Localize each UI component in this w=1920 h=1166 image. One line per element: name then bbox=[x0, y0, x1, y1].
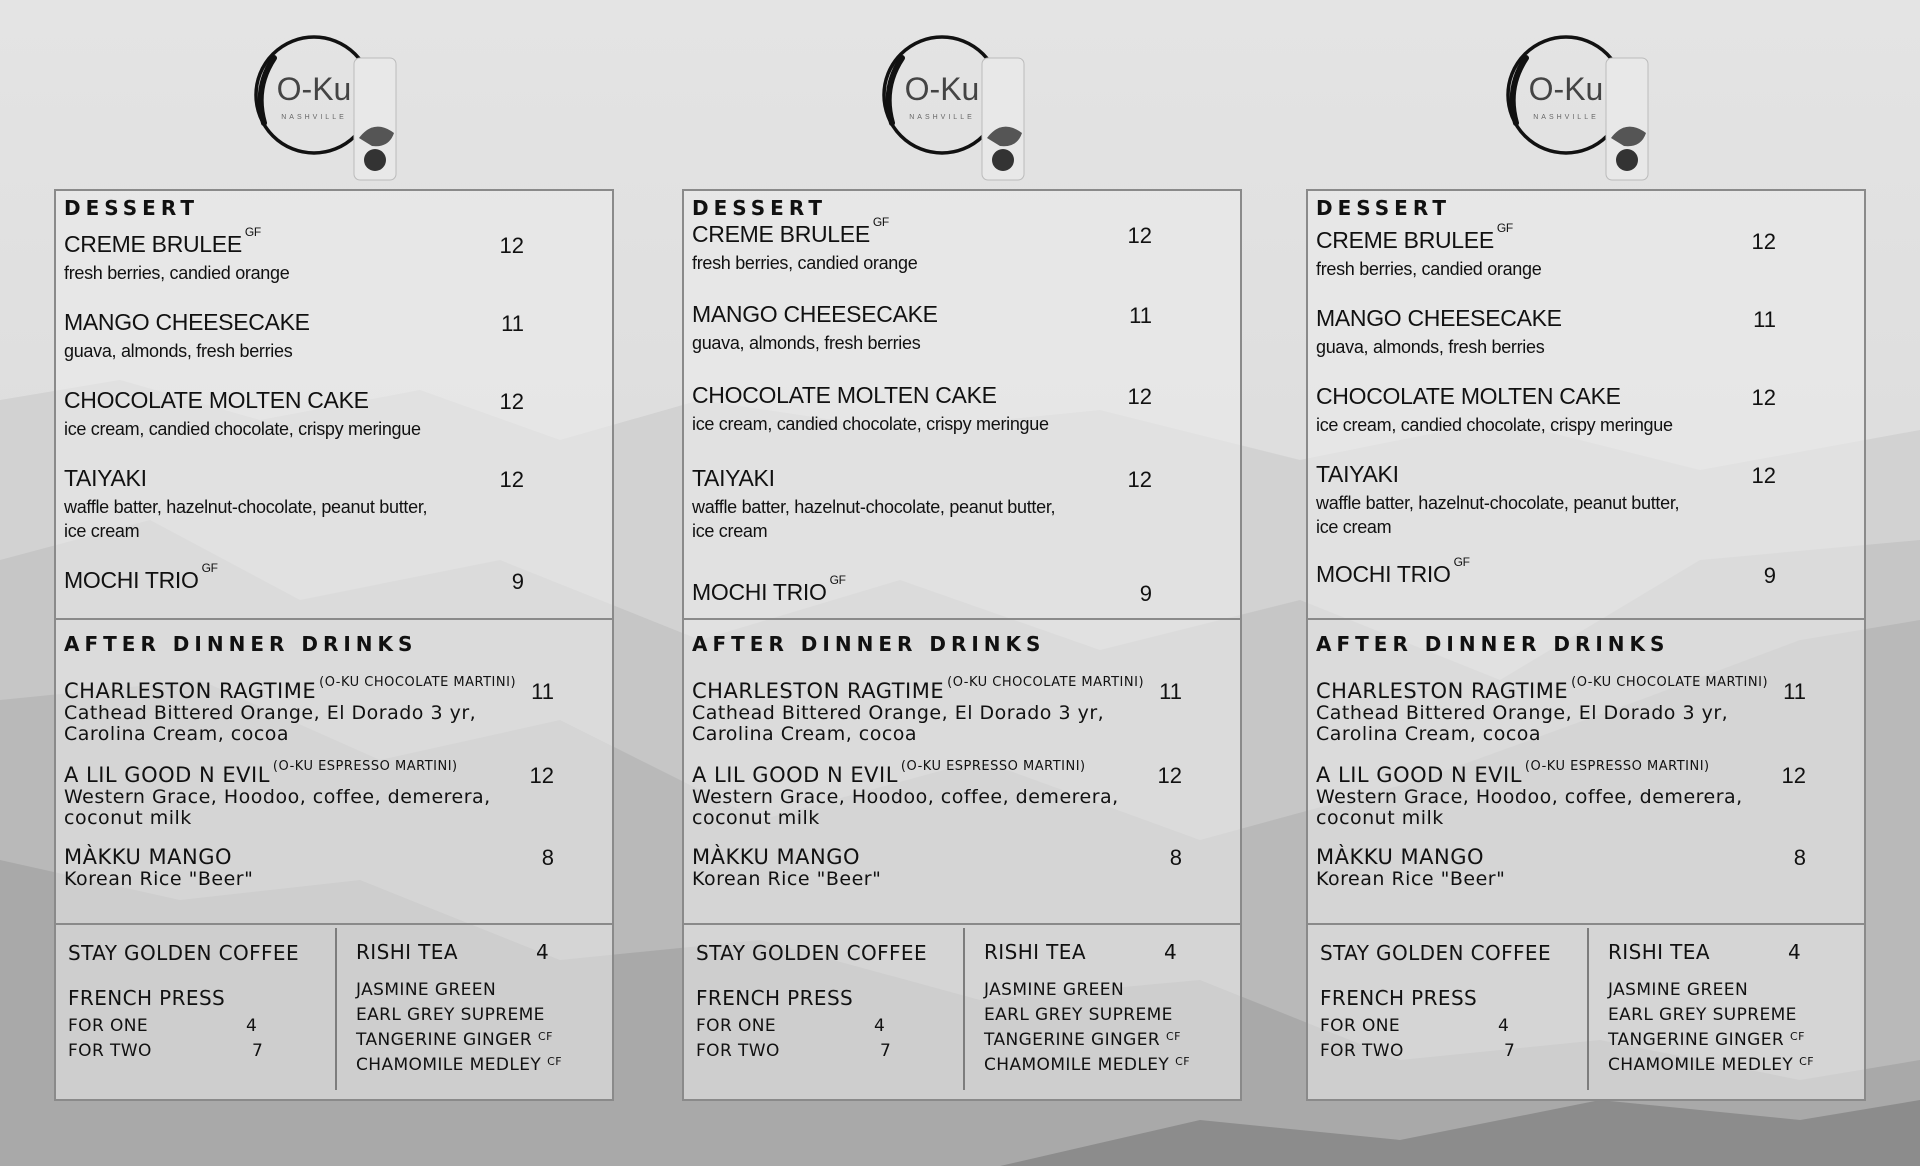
french-press-label: FRENCH PRESS bbox=[68, 986, 226, 1010]
dessert-name-text: CREME BRULEE bbox=[64, 231, 242, 257]
dietary-tag: CF bbox=[1166, 1030, 1181, 1043]
dessert-item bbox=[64, 465, 594, 543]
drink-description-cont: Carolina Cream, cocoa bbox=[692, 723, 918, 745]
menu-panel bbox=[1306, 189, 1866, 1101]
dessert-item bbox=[692, 382, 1222, 436]
drink-note: (O-KU CHOCOLATE MARTINI) bbox=[1571, 675, 1769, 690]
vertical-divider bbox=[963, 928, 965, 1090]
drink-description: Korean Rice "Beer" bbox=[1316, 868, 1506, 890]
tea-price: 4 bbox=[1788, 940, 1802, 964]
tea-item bbox=[1608, 1005, 1797, 1025]
dessert-name-text: MOCHI TRIO bbox=[64, 567, 199, 593]
tea-item bbox=[984, 1055, 1190, 1075]
dessert-item bbox=[692, 573, 1222, 606]
drink-name bbox=[1316, 675, 1836, 703]
dessert-name-text: MOCHI TRIO bbox=[692, 579, 827, 605]
french-press-label: FRENCH PRESS bbox=[1320, 986, 1478, 1010]
section-divider bbox=[56, 923, 612, 925]
dessert-description: ice cream, candied chocolate, crispy meringue bbox=[1316, 415, 1673, 435]
logo-mark bbox=[1496, 28, 1666, 188]
drink-name bbox=[692, 759, 1212, 787]
coffee-size-price: 4 bbox=[874, 1016, 886, 1036]
tea-name: TANGERINE GINGER bbox=[356, 1030, 533, 1050]
drink-name-text: A LIL GOOD N EVIL bbox=[692, 763, 898, 787]
tea-price: 4 bbox=[536, 940, 550, 964]
dessert-price: 12 bbox=[1127, 223, 1152, 248]
dessert-price: 11 bbox=[1753, 307, 1776, 332]
dessert-name-text: CREME BRULEE bbox=[692, 221, 870, 247]
logo-mark bbox=[872, 28, 1042, 188]
coffee-title: STAY GOLDEN COFFEE bbox=[1320, 941, 1551, 965]
coffee-size-price: 7 bbox=[252, 1041, 264, 1061]
dessert-item bbox=[692, 301, 1222, 355]
drink-description: Korean Rice "Beer" bbox=[64, 868, 254, 890]
dietary-tag: CF bbox=[1175, 1055, 1190, 1068]
tea-name: JASMINE GREEN bbox=[356, 980, 497, 1000]
dessert-description: fresh berries, candied orange bbox=[1316, 259, 1542, 279]
tea-name: JASMINE GREEN bbox=[984, 980, 1125, 1000]
drinks-title: AFTER DINNER DRINKS bbox=[692, 632, 1046, 656]
coffee-size-price: 4 bbox=[1498, 1016, 1510, 1036]
dessert-price: 12 bbox=[499, 389, 524, 414]
dessert-description: guava, almonds, fresh berries bbox=[64, 341, 293, 361]
menu-column bbox=[1306, 0, 1868, 1166]
drinks-title: AFTER DINNER DRINKS bbox=[1316, 632, 1670, 656]
dessert-title: DESSERT bbox=[64, 196, 199, 220]
tea-item bbox=[1608, 1055, 1814, 1075]
coffee-size-label: FOR TWO bbox=[1320, 1041, 1404, 1061]
dessert-item bbox=[1316, 555, 1846, 588]
drink-item bbox=[692, 845, 1212, 890]
dessert-description: ice cream, candied chocolate, crispy meringue bbox=[692, 414, 1049, 434]
drink-description: Western Grace, Hoodoo, coffee, demerera, bbox=[64, 786, 491, 808]
logo-city: NASHVILLE bbox=[909, 114, 975, 121]
dessert-name-text: MANGO CHEESECAKE bbox=[64, 309, 310, 335]
dessert-price: 12 bbox=[1751, 463, 1776, 488]
dietary-tag: GF bbox=[201, 561, 218, 575]
drink-name-text: A LIL GOOD N EVIL bbox=[64, 763, 270, 787]
drink-item bbox=[692, 675, 1212, 745]
drink-name bbox=[692, 845, 1212, 869]
dessert-item bbox=[692, 215, 1222, 275]
drink-price: 8 bbox=[1793, 845, 1806, 870]
logo-mark bbox=[244, 28, 414, 188]
section-divider bbox=[56, 618, 612, 620]
dessert-price: 9 bbox=[1139, 581, 1152, 606]
drink-price: 12 bbox=[529, 763, 554, 788]
menu-column bbox=[54, 0, 616, 1166]
section-divider bbox=[1308, 618, 1864, 620]
dessert-name-text: CHOCOLATE MOLTEN CAKE bbox=[692, 382, 997, 408]
tea-title: RISHI TEA bbox=[1608, 940, 1710, 964]
menu-panel bbox=[54, 189, 614, 1101]
drink-description-cont: Carolina Cream, cocoa bbox=[1316, 723, 1542, 745]
tea-name: JASMINE GREEN bbox=[1608, 980, 1749, 1000]
dessert-description: waffle batter, hazelnut-chocolate, peanut butter, bbox=[692, 497, 1056, 517]
dietary-tag: CF bbox=[1799, 1055, 1814, 1068]
dessert-item bbox=[64, 561, 594, 594]
drink-name-text: CHARLESTON RAGTIME bbox=[692, 679, 945, 703]
tea-item bbox=[1608, 980, 1748, 1000]
dessert-item bbox=[692, 465, 1222, 543]
drink-name bbox=[1316, 845, 1836, 869]
coffee-size-label: FOR TWO bbox=[68, 1041, 152, 1061]
section-divider bbox=[1308, 923, 1864, 925]
drink-note: (O-KU ESPRESSO MARTINI) bbox=[900, 759, 1086, 774]
drink-name-text: A LIL GOOD N EVIL bbox=[1316, 763, 1522, 787]
drink-name bbox=[1316, 759, 1836, 787]
dietary-tag: GF bbox=[1453, 555, 1470, 569]
coffee-size-price: 7 bbox=[1504, 1041, 1516, 1061]
dessert-description-cont: ice cream bbox=[64, 521, 140, 541]
drink-description-cont: Carolina Cream, cocoa bbox=[64, 723, 290, 745]
dessert-price: 12 bbox=[1751, 229, 1776, 254]
dessert-name-text: CHOCOLATE MOLTEN CAKE bbox=[64, 387, 369, 413]
coffee-title: STAY GOLDEN COFFEE bbox=[68, 941, 299, 965]
section-divider bbox=[684, 923, 1240, 925]
dessert-price: 12 bbox=[1127, 384, 1152, 409]
drink-note: (O-KU CHOCOLATE MARTINI) bbox=[947, 675, 1145, 690]
tea-name: CHAMOMILE MEDLEY bbox=[984, 1055, 1170, 1075]
dessert-item bbox=[1316, 305, 1846, 359]
tea-item bbox=[984, 1005, 1173, 1025]
tea-name: EARL GREY SUPREME bbox=[356, 1005, 545, 1025]
oku-logo bbox=[244, 28, 414, 188]
tea-item bbox=[984, 980, 1124, 1000]
tea-item bbox=[356, 1005, 545, 1025]
section-divider bbox=[684, 618, 1240, 620]
drink-name bbox=[692, 675, 1212, 703]
dessert-name-text: TAIYAKI bbox=[64, 465, 147, 491]
tea-name: EARL GREY SUPREME bbox=[1608, 1005, 1797, 1025]
dessert-description: waffle batter, hazelnut-chocolate, peanut butter, bbox=[1316, 493, 1680, 513]
drink-item bbox=[64, 759, 584, 829]
drink-price: 8 bbox=[1169, 845, 1182, 870]
drink-item bbox=[1316, 845, 1836, 890]
dessert-item bbox=[64, 225, 594, 285]
dessert-name-text: TAIYAKI bbox=[692, 465, 775, 491]
drink-note: (O-KU ESPRESSO MARTINI) bbox=[272, 759, 458, 774]
oku-logo bbox=[1496, 28, 1666, 188]
drink-item bbox=[692, 759, 1212, 829]
coffee-size-label: FOR TWO bbox=[696, 1041, 780, 1061]
tea-item bbox=[1608, 1030, 1805, 1050]
drink-description-cont: coconut milk bbox=[692, 807, 820, 829]
drink-price: 11 bbox=[1783, 679, 1806, 704]
drink-item bbox=[1316, 675, 1836, 745]
dessert-price: 11 bbox=[1129, 303, 1152, 328]
dietary-tag: CF bbox=[538, 1030, 553, 1043]
drink-item bbox=[1316, 759, 1836, 829]
drink-price: 8 bbox=[541, 845, 554, 870]
dietary-tag: GF bbox=[244, 225, 261, 239]
menu-column bbox=[682, 0, 1244, 1166]
drink-description: Cathead Bittered Orange, El Dorado 3 yr, bbox=[692, 702, 1105, 724]
drink-name-text: MÀKKU MANGO bbox=[64, 845, 233, 869]
dessert-item bbox=[1316, 221, 1846, 281]
dessert-name-text: CHOCOLATE MOLTEN CAKE bbox=[1316, 383, 1621, 409]
dessert-description: fresh berries, candied orange bbox=[692, 253, 918, 273]
tea-item bbox=[984, 1030, 1181, 1050]
dessert-description: waffle batter, hazelnut-chocolate, peanut butter, bbox=[64, 497, 428, 517]
dessert-description: guava, almonds, fresh berries bbox=[692, 333, 921, 353]
dietary-tag: CF bbox=[1790, 1030, 1805, 1043]
tea-price: 4 bbox=[1164, 940, 1178, 964]
dessert-item bbox=[64, 309, 594, 363]
drink-name bbox=[64, 759, 584, 787]
dessert-price: 12 bbox=[499, 233, 524, 258]
dessert-item bbox=[1316, 461, 1846, 539]
dessert-title: DESSERT bbox=[1316, 196, 1451, 220]
logo-city: NASHVILLE bbox=[1533, 114, 1599, 121]
dessert-description: fresh berries, candied orange bbox=[64, 263, 290, 283]
dietary-tag: GF bbox=[872, 215, 889, 229]
oku-logo bbox=[872, 28, 1042, 188]
dessert-price: 12 bbox=[499, 467, 524, 492]
drink-item bbox=[64, 675, 584, 745]
dessert-description: ice cream, candied chocolate, crispy meringue bbox=[64, 419, 421, 439]
dessert-name-text: MANGO CHEESECAKE bbox=[692, 301, 938, 327]
drink-name-text: CHARLESTON RAGTIME bbox=[64, 679, 317, 703]
dessert-price: 11 bbox=[501, 311, 524, 336]
dessert-description: guava, almonds, fresh berries bbox=[1316, 337, 1545, 357]
drink-description: Cathead Bittered Orange, El Dorado 3 yr, bbox=[1316, 702, 1729, 724]
coffee-size-label: FOR ONE bbox=[696, 1016, 777, 1036]
dietary-tag: GF bbox=[829, 573, 846, 587]
drink-price: 11 bbox=[531, 679, 554, 704]
dessert-price: 9 bbox=[511, 569, 524, 594]
drink-price: 12 bbox=[1157, 763, 1182, 788]
tea-item bbox=[356, 980, 496, 1000]
dietary-tag: CF bbox=[547, 1055, 562, 1068]
drink-name bbox=[64, 675, 584, 703]
dessert-name-text: CREME BRULEE bbox=[1316, 227, 1494, 253]
drink-name bbox=[64, 845, 584, 869]
dessert-price: 12 bbox=[1127, 467, 1152, 492]
dessert-name-text: TAIYAKI bbox=[1316, 461, 1399, 487]
drink-description: Western Grace, Hoodoo, coffee, demerera, bbox=[1316, 786, 1743, 808]
coffee-size-price: 7 bbox=[880, 1041, 892, 1061]
dessert-name-text: MANGO CHEESECAKE bbox=[1316, 305, 1562, 331]
drink-note: (O-KU CHOCOLATE MARTINI) bbox=[319, 675, 517, 690]
tea-name: TANGERINE GINGER bbox=[984, 1030, 1161, 1050]
drink-price: 11 bbox=[1159, 679, 1182, 704]
dessert-price: 12 bbox=[1751, 385, 1776, 410]
dessert-item bbox=[64, 387, 594, 441]
tea-title: RISHI TEA bbox=[356, 940, 458, 964]
dessert-name-text: MOCHI TRIO bbox=[1316, 561, 1451, 587]
dessert-item bbox=[1316, 383, 1846, 437]
tea-name: CHAMOMILE MEDLEY bbox=[356, 1055, 542, 1075]
tea-item bbox=[356, 1030, 553, 1050]
tea-title: RISHI TEA bbox=[984, 940, 1086, 964]
drink-name-text: MÀKKU MANGO bbox=[1316, 845, 1485, 869]
coffee-size-price: 4 bbox=[246, 1016, 258, 1036]
drink-name-text: MÀKKU MANGO bbox=[692, 845, 861, 869]
tea-name: CHAMOMILE MEDLEY bbox=[1608, 1055, 1794, 1075]
tea-name: TANGERINE GINGER bbox=[1608, 1030, 1785, 1050]
vertical-divider bbox=[335, 928, 337, 1090]
dessert-price: 9 bbox=[1763, 563, 1776, 588]
drink-price: 12 bbox=[1781, 763, 1806, 788]
dessert-title: DESSERT bbox=[692, 196, 827, 220]
dietary-tag: GF bbox=[1496, 221, 1513, 235]
logo-text: O-Ku bbox=[1528, 71, 1604, 107]
dessert-description-cont: ice cream bbox=[1316, 517, 1392, 537]
logo-city: NASHVILLE bbox=[281, 114, 347, 121]
tea-item bbox=[356, 1055, 562, 1075]
coffee-size-label: FOR ONE bbox=[68, 1016, 149, 1036]
drink-note: (O-KU ESPRESSO MARTINI) bbox=[1524, 759, 1710, 774]
logo-text: O-Ku bbox=[276, 71, 352, 107]
drink-description: Korean Rice "Beer" bbox=[692, 868, 882, 890]
drink-description-cont: coconut milk bbox=[64, 807, 192, 829]
logo-text: O-Ku bbox=[904, 71, 980, 107]
menu-panel bbox=[682, 189, 1242, 1101]
coffee-title: STAY GOLDEN COFFEE bbox=[696, 941, 927, 965]
drink-name-text: CHARLESTON RAGTIME bbox=[1316, 679, 1569, 703]
tea-name: EARL GREY SUPREME bbox=[984, 1005, 1173, 1025]
dessert-description-cont: ice cream bbox=[692, 521, 768, 541]
french-press-label: FRENCH PRESS bbox=[696, 986, 854, 1010]
drink-description: Western Grace, Hoodoo, coffee, demerera, bbox=[692, 786, 1119, 808]
drinks-title: AFTER DINNER DRINKS bbox=[64, 632, 418, 656]
drink-item bbox=[64, 845, 584, 890]
vertical-divider bbox=[1587, 928, 1589, 1090]
coffee-size-label: FOR ONE bbox=[1320, 1016, 1401, 1036]
drink-description-cont: coconut milk bbox=[1316, 807, 1444, 829]
drink-description: Cathead Bittered Orange, El Dorado 3 yr, bbox=[64, 702, 477, 724]
